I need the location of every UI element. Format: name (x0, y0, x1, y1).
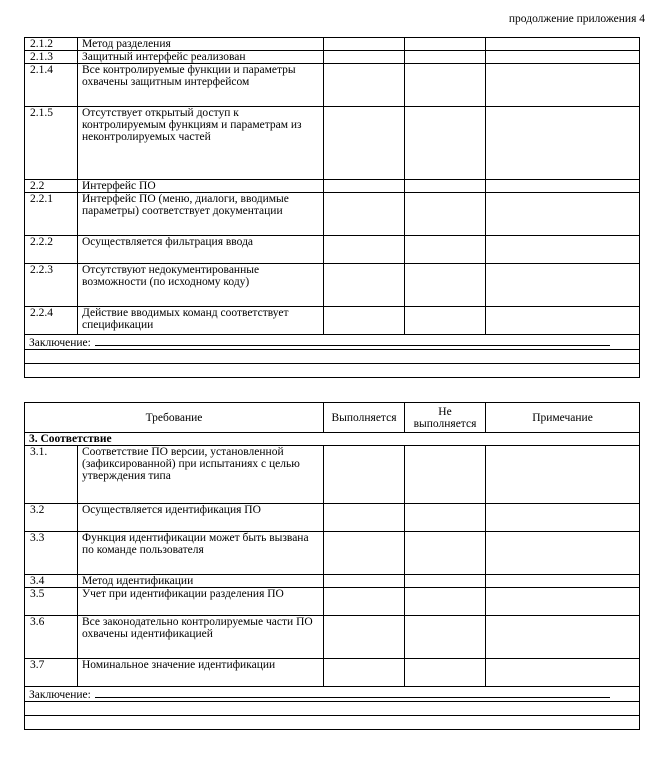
row-number: 3.7 (25, 659, 78, 687)
table-row (25, 38, 640, 51)
requirement-text: Соответствие ПО версии, установленной (зафиксированной) при испытаниях с целью утверждения типа (78, 446, 324, 504)
row-number: 3.2 (25, 504, 78, 532)
fulfilled-cell[interactable] (324, 616, 405, 659)
note-cell[interactable] (486, 659, 640, 687)
requirement-text: Функция идентификации может быть вызвана по команде пользователя (78, 532, 324, 575)
requirement-text: Все законодательно контролируемые части ПО охвачены идентификацией (78, 616, 324, 659)
not-fulfilled-cell[interactable] (405, 51, 486, 64)
not-fulfilled-cell[interactable] (405, 588, 486, 616)
requirement-text: Действие вводимых команд соответствует спецификации (78, 307, 324, 335)
header-note: Примечание (486, 403, 640, 433)
row-number: 3.4 (25, 575, 78, 588)
requirement-text: Метод идентификации (78, 575, 324, 588)
conclusion-fill-line[interactable] (95, 687, 610, 698)
row-number: 2.1.2 (25, 38, 78, 51)
row-number: 2.1.4 (25, 64, 78, 107)
note-cell[interactable] (486, 616, 640, 659)
note-cell[interactable] (486, 504, 640, 532)
not-fulfilled-cell[interactable] (405, 264, 486, 307)
requirement-text: Осуществляется фильтрация ввода (78, 236, 324, 264)
row-number: 2.2.2 (25, 236, 78, 264)
note-cell[interactable] (486, 236, 640, 264)
requirement-text: Отсутствуют недокументированные возможности (по исходному коду) (78, 264, 324, 307)
header-not-fulfilled: Не выполняется (405, 403, 486, 433)
not-fulfilled-cell[interactable] (405, 180, 486, 193)
conclusion-blank-row (25, 702, 640, 716)
fulfilled-cell[interactable] (324, 38, 405, 51)
checklist-table-part-3 (24, 402, 640, 730)
requirement-text: Номинальное значение идентификации (78, 659, 324, 687)
conclusion-row (25, 687, 640, 702)
conclusion-fill-line[interactable] (95, 335, 610, 346)
row-number: 2.2.3 (25, 264, 78, 307)
row-number: 3.6 (25, 616, 78, 659)
not-fulfilled-cell[interactable] (405, 64, 486, 107)
table-row (25, 193, 640, 236)
requirement-text: Защитный интерфейс реализован (78, 51, 324, 64)
header-requirement: Требование (25, 403, 324, 433)
fulfilled-cell[interactable] (324, 193, 405, 236)
fulfilled-cell[interactable] (324, 107, 405, 180)
table-row (25, 504, 640, 532)
fulfilled-cell[interactable] (324, 64, 405, 107)
table-row (25, 588, 640, 616)
checklist-table-part-2 (24, 37, 640, 378)
not-fulfilled-cell[interactable] (405, 504, 486, 532)
row-number: 2.2.4 (25, 307, 78, 335)
note-cell[interactable] (486, 51, 640, 64)
fulfilled-cell[interactable] (324, 236, 405, 264)
note-cell[interactable] (486, 575, 640, 588)
fulfilled-cell[interactable] (324, 504, 405, 532)
fulfilled-cell[interactable] (324, 659, 405, 687)
note-cell[interactable] (486, 38, 640, 51)
conclusion-blank-row (25, 350, 640, 364)
row-number: 2.1.5 (25, 107, 78, 180)
not-fulfilled-cell[interactable] (405, 446, 486, 504)
table-row (25, 575, 640, 588)
conclusion-cell[interactable] (25, 687, 640, 702)
note-cell[interactable] (486, 180, 640, 193)
table-row (25, 180, 640, 193)
conclusion-row (25, 335, 640, 350)
requirement-text: Все контролируемые функции и параметры охвачены защитным интерфейсом (78, 64, 324, 107)
row-number: 2.1.3 (25, 51, 78, 64)
note-cell[interactable] (486, 107, 640, 180)
blank-cell[interactable] (25, 716, 640, 730)
fulfilled-cell[interactable] (324, 307, 405, 335)
header-row (25, 403, 640, 433)
not-fulfilled-cell[interactable] (405, 659, 486, 687)
continuation-note: продолжение приложения 4 (508, 13, 645, 25)
section-title: 3. Соответствие (25, 433, 640, 446)
section-row (25, 433, 640, 446)
table-row (25, 446, 640, 504)
note-cell[interactable] (486, 532, 640, 575)
table-row (25, 264, 640, 307)
fulfilled-cell[interactable] (324, 575, 405, 588)
table-row (25, 307, 640, 335)
table-row (25, 236, 640, 264)
not-fulfilled-cell[interactable] (405, 236, 486, 264)
requirement-text: Осуществляется идентификация ПО (78, 504, 324, 532)
table-row (25, 64, 640, 107)
fulfilled-cell[interactable] (324, 51, 405, 64)
not-fulfilled-cell[interactable] (405, 38, 486, 51)
conclusion-cell[interactable] (25, 335, 640, 350)
note-cell[interactable] (486, 64, 640, 107)
table-row (25, 107, 640, 180)
conclusion-label: Заключение: (29, 689, 91, 701)
note-cell[interactable] (486, 588, 640, 616)
row-number: 2.2.1 (25, 193, 78, 236)
header-fulfilled: Выполняется (324, 403, 405, 433)
note-cell[interactable] (486, 446, 640, 504)
row-number: 3.5 (25, 588, 78, 616)
table-row (25, 51, 640, 64)
requirement-text: Отсутствует открытый доступ к контролируемым функциям и параметрам из неконтролируемых частей (78, 107, 324, 180)
conclusion-blank-row (25, 716, 640, 730)
blank-cell[interactable] (25, 702, 640, 716)
table-row (25, 532, 640, 575)
not-fulfilled-cell[interactable] (405, 532, 486, 575)
fulfilled-cell[interactable] (324, 264, 405, 307)
table-row (25, 659, 640, 687)
fulfilled-cell[interactable] (324, 532, 405, 575)
requirement-text: Учет при идентификации разделения ПО (78, 588, 324, 616)
blank-cell[interactable] (25, 350, 640, 364)
requirement-text: Метод разделения (78, 38, 324, 51)
conclusion-label: Заключение: (29, 337, 91, 349)
row-number: 2.2 (25, 180, 78, 193)
note-cell[interactable] (486, 264, 640, 307)
note-cell[interactable] (486, 193, 640, 236)
row-number: 3.3 (25, 532, 78, 575)
table-row (25, 616, 640, 659)
fulfilled-cell[interactable] (324, 446, 405, 504)
requirement-text: Интерфейс ПО (78, 180, 324, 193)
not-fulfilled-cell[interactable] (405, 307, 486, 335)
not-fulfilled-cell[interactable] (405, 575, 486, 588)
fulfilled-cell[interactable] (324, 180, 405, 193)
blank-cell[interactable] (25, 364, 640, 378)
row-number: 3.1. (25, 446, 78, 504)
not-fulfilled-cell[interactable] (405, 193, 486, 236)
not-fulfilled-cell[interactable] (405, 616, 486, 659)
note-cell[interactable] (486, 307, 640, 335)
fulfilled-cell[interactable] (324, 588, 405, 616)
conclusion-blank-row (25, 364, 640, 378)
requirement-text: Интерфейс ПО (меню, диалоги, вводимые параметры) соответствует документации (78, 193, 324, 236)
not-fulfilled-cell[interactable] (405, 107, 486, 180)
